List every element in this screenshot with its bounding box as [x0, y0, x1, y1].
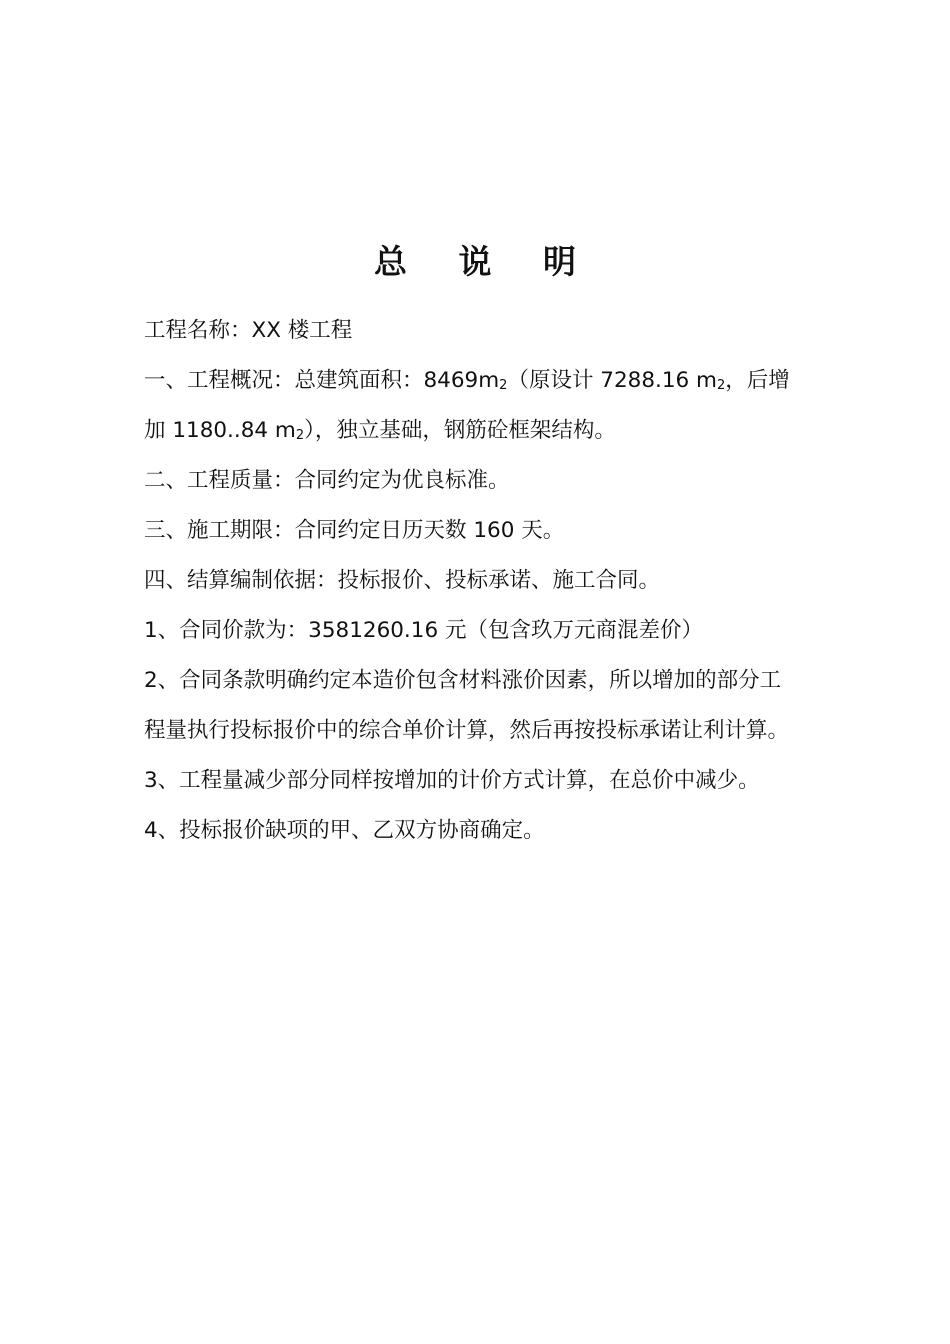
basis-line: 四、结算编制依据：投标报价、投标承诺、施工合同。 [144, 568, 661, 593]
overview-line-1-prefix: 一、工程概况：总建筑面积：8469m [144, 368, 500, 393]
overview-line-2-prefix: 加 1180..84 m [144, 418, 296, 443]
area-unit-subscript-1: 2 [499, 378, 508, 393]
area-unit-subscript-3: 2 [295, 428, 305, 443]
overview-line-1 [144, 356, 814, 406]
document-title: 总 说 明 [374, 242, 596, 281]
item-3-line: 3、工程量减少部分同样按增加的计价方式计算，在总价中减少。 [144, 768, 760, 793]
overview-line-2-suffix: ），独立基础，钢筋砼框架结构。 [304, 418, 616, 443]
duration-line: 三、施工期限：合同约定日历天数 160 天。 [144, 518, 565, 543]
project-name-line: 工程名称：XX 楼工程 [144, 318, 353, 343]
quality-line: 二、工程质量：合同约定为优良标准。 [144, 468, 510, 493]
item-4-line: 4、投标报价缺项的甲、乙双方协商确定。 [144, 818, 545, 843]
item-2-line-1: 2、合同条款明确约定本造价包含材料涨价因素，所以增加的部分工 [144, 668, 782, 693]
overview-line-1-mid: （原设计 7288.16 m [507, 368, 717, 393]
item-2-line-2: 程量执行投标报价中的综合单价计算，然后再按投标承诺让利计算。 [144, 718, 790, 743]
overview-line-1-suffix: ，后增 [725, 368, 790, 393]
area-unit-subscript-2: 2 [716, 378, 726, 393]
overview-line-2 [144, 406, 814, 456]
item-1-line: 1、合同价款为：3581260.16 元（包含玖万元商混差价） [144, 618, 703, 643]
document-body [144, 306, 814, 856]
